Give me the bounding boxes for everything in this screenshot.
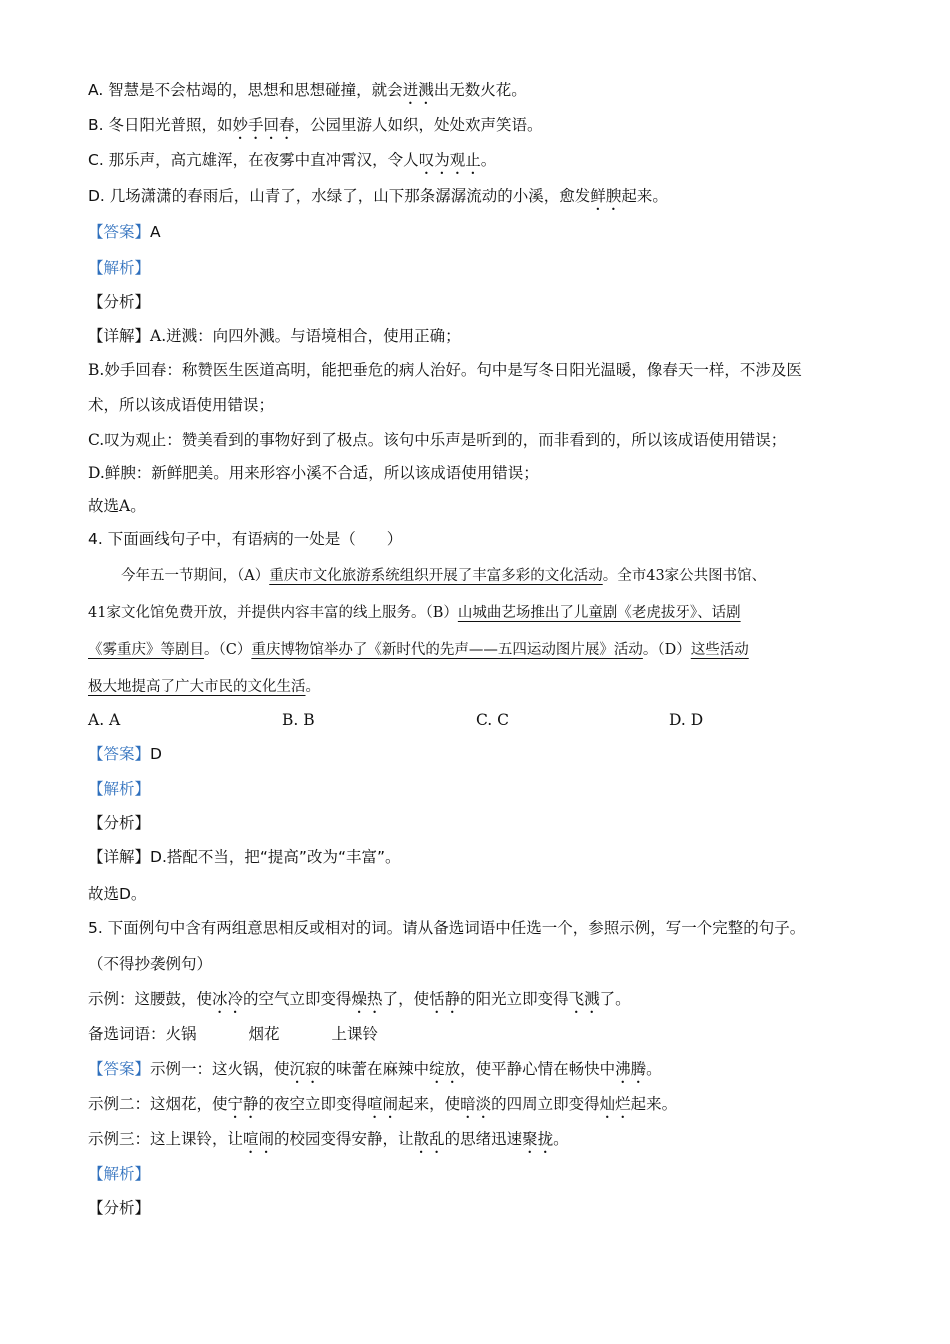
- choices-label: 备选词语：: [88, 1025, 166, 1043]
- q4-option-a: A. A: [88, 711, 121, 729]
- text: 出无数火花。: [433, 81, 527, 99]
- q4-passage-line-2: [88, 603, 741, 623]
- underlined-sentence-d-cont: 极大地提高了广大市民的文化生活: [88, 679, 306, 695]
- text: 了，使: [382, 990, 430, 1008]
- answer-tag: 【答案】: [88, 1060, 151, 1078]
- q5-answer-3: [88, 1129, 569, 1157]
- text: 的空气立即变得: [243, 990, 352, 1008]
- choice-item: 上课铃: [331, 1025, 379, 1043]
- q5-choices: [88, 1024, 378, 1044]
- text: 的思绪迅速: [444, 1130, 523, 1148]
- text: D.搭配不当，把“提高”改为“丰富”。: [150, 848, 401, 866]
- emphasized-text: 恬静: [429, 990, 461, 1008]
- answer-value: D: [150, 745, 162, 763]
- emphasized-text: 飞溅: [568, 990, 600, 1008]
- underlined-sentence-c: 重庆博物馆举办了《新时代的先声——五四运动图片展》活动: [251, 642, 643, 658]
- text: 的校园变得安静，让: [274, 1130, 414, 1148]
- q4-conclusion: 故选D。: [88, 885, 147, 903]
- q4-option-b: B. B: [282, 711, 315, 729]
- text: 示例：这腰鼓，使: [88, 990, 213, 1008]
- text: 示例一：这火锅，使: [150, 1060, 290, 1078]
- text: D. 几场潇潇的春雨后，山青了，水绿了，山下那条潺潺流动的小溪，愈发: [88, 187, 591, 205]
- emphasized-text: 喧闹: [367, 1095, 399, 1113]
- underlined-sentence-b-cont: 《雾重庆》等剧目: [88, 642, 204, 658]
- q3-fenxi: 【分析】: [88, 293, 151, 311]
- text: 的阳光立即变得: [460, 990, 569, 1008]
- text: B. 冬日阳光普照，如: [88, 116, 233, 134]
- text: A.迸溅：向四外溅。与语境相合，使用正确；: [150, 327, 461, 345]
- q4-jiexi: 【解析】: [88, 780, 151, 798]
- q5-stem-line-2: （不得抄袭例句）: [88, 955, 213, 973]
- emphasized-text: 冰冷: [212, 990, 244, 1008]
- q4-answer: [88, 744, 162, 764]
- q3-option-d: [88, 186, 668, 214]
- text: 。: [553, 1130, 569, 1148]
- q3-option-a: [88, 80, 527, 108]
- q4-stem: 4. 下面画线句子中，有语病的一处是（ ）: [88, 530, 403, 548]
- emphasized-text: 聚拢: [522, 1130, 554, 1148]
- q3-detail-b2: 术，所以该成语使用错误；: [88, 396, 275, 414]
- underlined-sentence-d: 这些活动: [690, 642, 749, 658]
- q3-detail-d: D.鲜腴：新鲜肥美。用来形容小溪不合适，所以该成语使用错误；: [88, 464, 539, 482]
- q4-option-c: C. C: [476, 711, 510, 729]
- q5-example: [88, 989, 631, 1017]
- q3-detail-a: [88, 326, 461, 346]
- text: 。全市43家公共图书馆、: [602, 568, 767, 584]
- text: 41家文化馆免费开放，并提供内容丰富的线上服务。（B）: [88, 605, 458, 621]
- text: 。: [480, 151, 497, 169]
- q4-passage-line-3: [88, 640, 749, 660]
- q3-conclusion: 故选A。: [88, 497, 146, 515]
- text: 的四周立即变得: [491, 1095, 600, 1113]
- text: 的夜空立即变得: [258, 1095, 368, 1113]
- q4-detail: [88, 847, 401, 867]
- q3-option-b: [88, 115, 543, 143]
- q4-passage-line-4: [88, 677, 320, 697]
- detail-tag: 【详解】: [88, 327, 151, 345]
- text: 起来，使: [398, 1095, 461, 1113]
- text: ，公园里游人如织，处处欢声笑语。: [294, 116, 543, 134]
- q3-jiexi: 【解析】: [88, 259, 151, 277]
- choice-item: 火锅: [165, 1025, 197, 1043]
- text: 。（D）: [642, 642, 691, 658]
- text: A. 智慧是不会枯竭的，思想和思想碰撞，就会: [88, 81, 403, 99]
- underlined-sentence-a: 重庆市文化旅游系统组织开展了丰富多彩的文化活动: [269, 568, 603, 584]
- text: 了。: [599, 990, 631, 1008]
- emphasized-text: 妙手回春: [232, 116, 295, 134]
- q3-detail-b1: B.妙手回春：称赞医生医道高明，能把垂危的病人治好。句中是写冬日阳光温暖，像春天一样，不涉及医: [88, 361, 802, 379]
- q5-fenxi: 【分析】: [88, 1199, 151, 1217]
- text: 起来。: [621, 187, 668, 205]
- q3-answer: [88, 222, 161, 242]
- detail-tag: 【详解】: [88, 848, 151, 866]
- text: 。（C）: [204, 642, 252, 658]
- emphasized-text: 绽放: [429, 1060, 461, 1078]
- emphasized-text: 迸溅: [402, 81, 434, 99]
- text: 起来。: [630, 1095, 678, 1113]
- q4-option-d: D. D: [669, 711, 704, 729]
- emphasized-text: 沸腾: [615, 1060, 647, 1078]
- text: 。: [646, 1060, 662, 1078]
- text: 的味蕾在麻辣中: [320, 1060, 430, 1078]
- q5-answer-1: [88, 1059, 662, 1087]
- text: C. 那乐声，高亢雄浑，在夜雾中直冲霄汉，令人: [88, 151, 419, 169]
- emphasized-text: 叹为观止: [418, 151, 481, 169]
- emphasized-text: 暗淡: [460, 1095, 492, 1113]
- underlined-sentence-b: 山城曲艺场推出了儿童剧《老虎拔牙》、话剧: [457, 605, 741, 621]
- emphasized-text: 宁静: [227, 1095, 259, 1113]
- emphasized-text: 沉寂: [289, 1060, 321, 1078]
- emphasized-text: 散乱: [413, 1130, 445, 1148]
- q3-detail-c: C.叹为观止：赞美看到的事物好到了极点。该句中乐声是听到的，而非看到的，所以该成语使用错误；: [88, 431, 787, 449]
- answer-value: A: [150, 223, 161, 241]
- text: 。: [305, 679, 320, 695]
- q5-answer-2: [88, 1094, 677, 1122]
- answer-tag: 【答案】: [88, 745, 151, 763]
- text: 示例三：这上课铃，让: [88, 1130, 244, 1148]
- text: 今年五一节期间，（A）: [121, 568, 270, 584]
- text: ，使平静心情在畅快中: [460, 1060, 616, 1078]
- answer-tag: 【答案】: [88, 223, 151, 241]
- text: 示例二：这烟花，使: [88, 1095, 228, 1113]
- q5-jiexi: 【解析】: [88, 1165, 151, 1183]
- q4-fenxi: 【分析】: [88, 814, 151, 832]
- q3-option-c: [88, 150, 496, 178]
- q4-passage-line-1: [121, 566, 766, 586]
- choice-item: 烟花: [248, 1025, 280, 1043]
- q5-stem-line-1: 5. 下面例句中含有两组意思相反或相对的词。请从备选词语中任选一个，参照示例，写一个完整的句子。: [88, 919, 806, 937]
- emphasized-text: 灿烂: [599, 1095, 631, 1113]
- emphasized-text: 燥热: [351, 990, 383, 1008]
- emphasized-text: 喧闹: [243, 1130, 275, 1148]
- emphasized-text: 鲜腴: [590, 187, 622, 205]
